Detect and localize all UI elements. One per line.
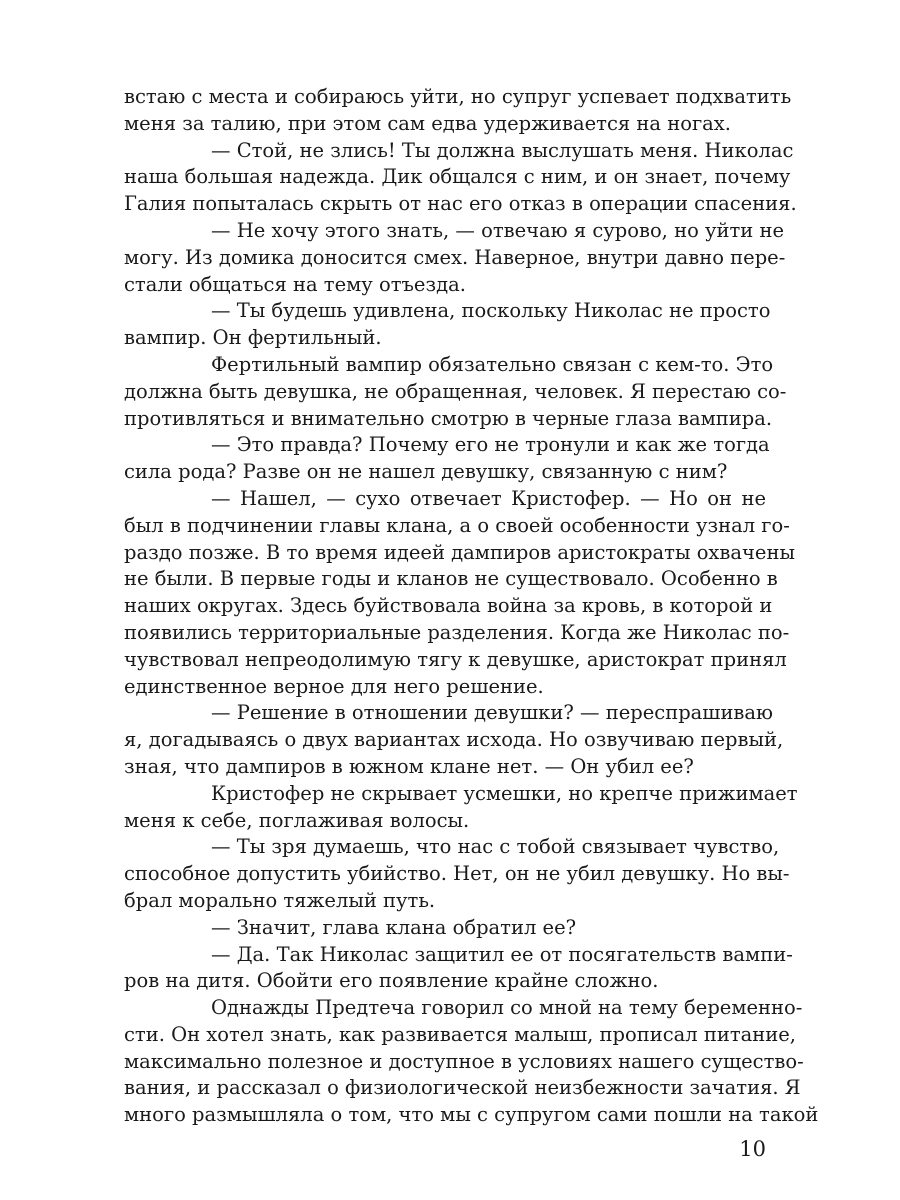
text-line: сти. Он хотел знать, как развивается малыш, прописал питание, bbox=[124, 1022, 796, 1046]
text-line: — Не хочу этого знать, — отвечаю я сурово, но уйти не bbox=[211, 218, 785, 242]
text-line: Галия попыталась скрыть от нас его отказ в операции спасения. bbox=[124, 192, 797, 216]
page-number: 10 bbox=[739, 1137, 766, 1161]
text-line: появились территориальные разделения. Когда же Николас по- bbox=[124, 620, 790, 644]
text-line: много размышляла о том, что мы с супругом сами пошли на такой bbox=[124, 1103, 819, 1127]
text-line: зная, что дампиров в южном клане нет. — Он убил ее? bbox=[124, 754, 694, 778]
text-line: способное допустить убийство. Нет, он не убил девушку. Но вы- bbox=[124, 862, 790, 886]
text-line: меня за талию, при этом сам едва удерживается на ногах. bbox=[124, 111, 731, 135]
text-line: Фертильный вампир обязательно связан с кем-то. Это bbox=[211, 352, 774, 376]
text-line: сила рода? Разве он не нашел девушку, связанную с ним? bbox=[124, 460, 728, 484]
text-line: ров на дитя. Обойти его появление крайне сложно. bbox=[124, 969, 659, 993]
text-line: должна быть девушка, не обращенная, человек. Я перестаю со- bbox=[124, 379, 787, 403]
text-line: встаю с места и собираюсь уйти, но супруг успевает подхватить bbox=[124, 85, 792, 108]
body-text bbox=[124, 84, 819, 1129]
text-line: чувствовал непреодолимую тягу к девушке, аристократ принял bbox=[124, 647, 787, 671]
text-line: — Значит, глава клана обратил ее? bbox=[211, 915, 577, 939]
text-line: — Нашел, — сухо отвечает Кристофер. — Но он не bbox=[211, 486, 766, 510]
text-line: стали общаться на тему отъезда. bbox=[124, 272, 466, 296]
text-line: меня к себе, поглаживая волосы. bbox=[124, 808, 470, 832]
text-line: — Да. Так Николас защитил ее от посягательств вампи- bbox=[211, 942, 793, 966]
text-line: — Это правда? Почему его не тронули и как же тогда bbox=[211, 433, 770, 457]
text-line: я, догадываясь о двух вариантах исхода. Но озвучиваю первый, bbox=[124, 728, 784, 752]
text-line: был в подчинении главы клана, а о своей особенности узнал го- bbox=[124, 513, 790, 537]
text-line: Однажды Предтеча говорил со мной на тему беременно- bbox=[211, 996, 803, 1020]
text-line: максимально полезное и доступное в условиях нашего существо- bbox=[124, 1049, 804, 1073]
text-line: — Решение в отношении девушки? — переспрашиваю bbox=[211, 701, 774, 725]
text-line: вампир. Он фертильный. bbox=[124, 326, 382, 350]
text-line: единственное верное для него решение. bbox=[124, 674, 544, 698]
text-line: наша большая надежда. Дик общался с ним, и он знает, почему bbox=[124, 165, 791, 189]
text-line: могу. Из домика доносится смех. Наверное, внутри давно пере- bbox=[124, 245, 786, 269]
text-line: противляться и внимательно смотрю в черные глаза вампира. bbox=[124, 406, 773, 430]
text-line: наших округах. Здесь буйствовала война за кровь, в которой и bbox=[124, 594, 773, 618]
text-line: Кристофер не скрывает усмешки, но крепче прижимает bbox=[211, 781, 798, 805]
text-line: не были. В первые годы и кланов не существовало. Особенно в bbox=[124, 567, 778, 591]
text-line: — Ты будешь удивлена, поскольку Николас не просто bbox=[211, 299, 771, 323]
text-line: брал морально тяжелый путь. bbox=[124, 888, 436, 912]
text-line: — Ты зря думаешь, что нас с тобой связывает чувство, bbox=[211, 835, 780, 859]
text-line: вания, и рассказал о физиологической неизбежности зачатия. Я bbox=[124, 1076, 801, 1100]
text-line: — Стой, не злись! Ты должна выслушать меня. Николас bbox=[211, 138, 794, 162]
text-line: раздо позже. В то время идеей дампиров аристократы охвачены bbox=[124, 540, 795, 564]
